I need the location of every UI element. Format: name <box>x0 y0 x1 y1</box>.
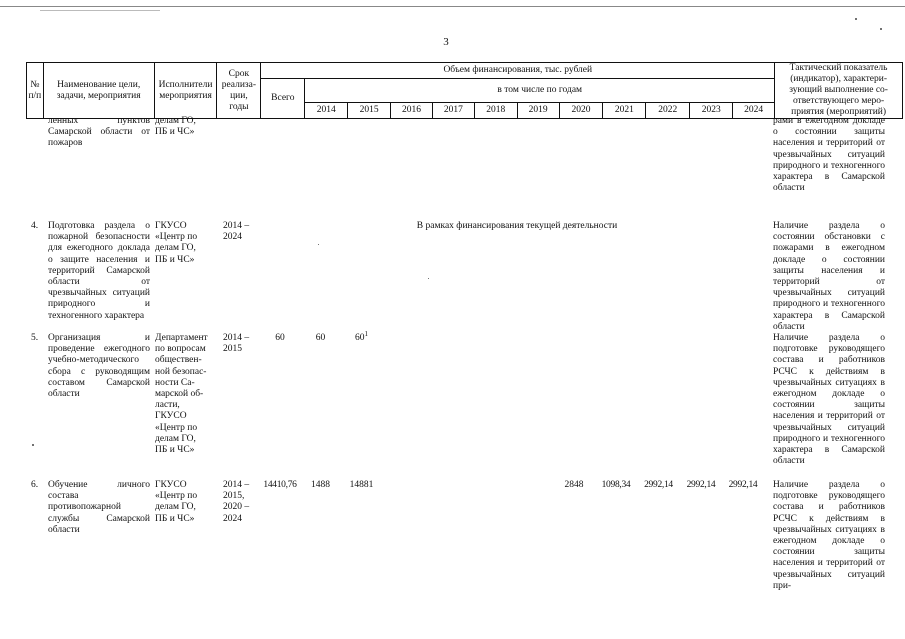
row-5-total: 60 <box>275 333 285 343</box>
col-header-year: 2014 <box>305 103 348 119</box>
scan-speck <box>880 28 882 30</box>
row-6-term: 2014 – 2015, 2020 – 2024 <box>223 480 250 524</box>
col-header-year: 2016 <box>391 103 433 119</box>
col-header-name: Наименование цели, задачи, мероприятия <box>43 63 154 119</box>
table-header <box>26 62 903 119</box>
scan-speck <box>32 444 34 446</box>
col-header-year: 2018 <box>474 103 517 119</box>
row-6-executors: ГКУСО «Центр по делам ГО, ПБ и ЧС» <box>155 480 198 524</box>
row-5-term: 2014 – 2015 <box>223 333 250 355</box>
row-cont-indicator: рами в ежегодном докладе о состоянии защиты населения и территорий от чрезвычайных ситуаций природного и техногенного характера в Самарской области <box>773 116 885 194</box>
scan-speck <box>855 18 857 20</box>
col-header-term: Срок реализа- ции, годы <box>217 63 261 119</box>
col-header-executors: Исполнители мероприятия <box>154 63 217 119</box>
page-number: 3 <box>443 36 449 48</box>
row-5-executors: Департамент по вопросам обществен- ной безопас- ности Са- марской об- ласти, ГКУСО «Центр по делам ГО, ПБ и ЧС» <box>155 333 208 456</box>
col-header-year: 2021 <box>603 103 646 119</box>
row-6-value-2021: 1098,34 <box>601 480 631 490</box>
row-4-name: Подготовка раздела о пожарной безопасности для ежегодного доклада о защите населения и территорий Самарской области от чрезвычайных ситуаций природного и техногенного характера <box>48 221 150 321</box>
row-6-value-2015: 14881 <box>349 480 374 490</box>
col-header-year: 2020 <box>559 103 603 119</box>
row-4-num: 4. <box>31 221 39 231</box>
col-header-by-years: в том числе по годам <box>305 79 775 103</box>
col-header-year: 2023 <box>690 103 733 119</box>
row-4-financing-note: В рамках финансирования текущей деятельности <box>416 221 618 231</box>
row-6-value-2020: 2848 <box>564 480 584 490</box>
row-6-total: 14410,76 <box>263 480 297 490</box>
row-5-indicator: Наличие раздела о подготовке руководящего состава и работников РСЧС к действиям в чрезвычайных ситуациях в ежегодном докладе о состоянии защиты населения и территорий от чрезвычайных ситуаций природного и техногенного характера в Самарской области <box>773 333 885 467</box>
row-5-name: Организация и проведение ежегодного учебно-методического сбора с руководящим составом Самарской области <box>48 333 150 400</box>
row-4-term: 2014 – 2024 <box>223 221 250 243</box>
row-6-num: 6. <box>31 480 39 490</box>
row-6-value-2014: 1488 <box>311 480 330 490</box>
footnote-marker: 1 <box>364 329 368 338</box>
col-header-year: 2022 <box>646 103 690 119</box>
row-6-value-2023: 2992,14 <box>686 480 716 490</box>
col-header-year: 2015 <box>348 103 391 119</box>
col-header-indicator: Тактический показатель (индикатор), характери- зующий выполнение со- ответствующего меро- приятия (мероприятий) <box>775 63 903 119</box>
row-5-value-2015: $60^1$ <box>355 329 368 343</box>
row-6-value-2024: 2992,14 <box>728 480 758 490</box>
row-6-value-2022: 2992,14 <box>644 480 673 490</box>
col-header-year: 2024 <box>733 103 775 119</box>
scan-top-mark <box>40 10 160 11</box>
col-header-year: 2017 <box>432 103 474 119</box>
col-header-total: Всего <box>261 79 305 119</box>
row-cont-executors: делам ГО, ПБ и ЧС» <box>155 116 196 138</box>
scan-speck <box>318 244 319 245</box>
row-4-indicator: Наличие раздела о состоянии обстановки с пожарами в ежегодном докладе о состоянии защиты населения и территорий от чрезвычайных ситуаций природного и техногенного характера в Самарской области <box>773 221 885 332</box>
scan-top-border <box>0 6 905 7</box>
row-6-indicator: Наличие раздела о подготовке руководящего состава и работников РСЧС к действиям в чрезвычайных ситуациях в ежегодном докладе о состоянии защиты населения и территорий от чрезвычайных ситуаций при- <box>773 480 885 591</box>
col-header-num: № п/п <box>27 63 44 119</box>
row-6-name: Обучение личного состава противопожарной службы Самарской области <box>48 480 150 535</box>
row-5-value-2014: 60 <box>315 333 326 343</box>
row-4-executors: ГКУСО «Центр по делам ГО, ПБ и ЧС» <box>155 221 198 265</box>
col-header-financing: Объем финансирования, тыс. рублей <box>261 63 775 79</box>
row-cont-name: ленных пунктов Самарской области от пожаров <box>48 116 150 149</box>
col-header-year: 2019 <box>517 103 559 119</box>
scan-speck <box>428 278 429 279</box>
row-5-num: 5. <box>31 333 39 343</box>
